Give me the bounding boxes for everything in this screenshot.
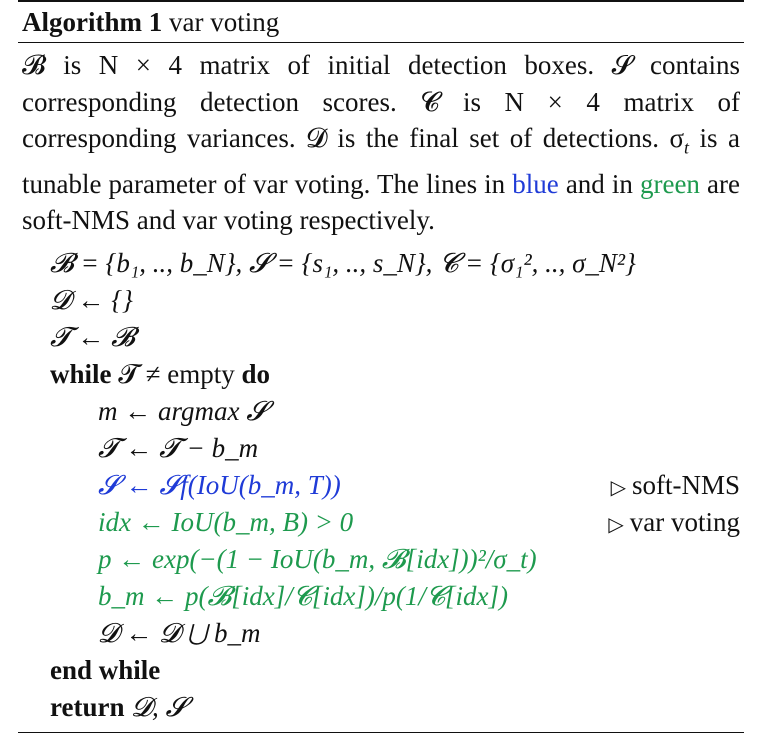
algorithm-label: Algorithm 1: [22, 7, 163, 37]
algorithm-name: var voting: [168, 7, 280, 37]
desc-part3: and in: [558, 168, 640, 199]
idx-expr: idx ← IoU(b_m, B) > 0: [98, 506, 354, 537]
code-line-softnms: [18, 467, 744, 504]
code-line-argmax: m ← argmax 𝓢: [98, 395, 268, 426]
code-line-bm: b_m ← p(𝓑[idx]/𝓒[idx])/p(1/𝓒[idx]): [98, 580, 509, 611]
comment-var-voting-text: var voting: [629, 506, 740, 537]
desc-blue-word: blue: [512, 168, 559, 199]
code-line-d-init: 𝓓 ← {}: [50, 284, 133, 315]
code-line-union: 𝓓 ← 𝓓 ⋃ b_m: [98, 617, 261, 648]
code-line-t-init: 𝓣 ← 𝓑: [50, 321, 135, 352]
code-line-init: 𝓑 = {b₁, .., b_N}, 𝓢 = {s₁, .., s_N}, 𝓒 = {σ₁², .., σ_N²}: [50, 247, 636, 278]
desc-part4: are soft-NMS and var voting respectively.: [22, 168, 740, 236]
code-line-remove: 𝓣 ← 𝓣 − b_m: [98, 432, 259, 463]
softnms-expr: 𝓢 ← 𝓢f(IoU(b_m, T)): [98, 469, 341, 500]
desc-sigma-sub: t: [684, 137, 690, 158]
desc-green-word: green: [639, 168, 700, 199]
keyword-do: do: [241, 358, 271, 389]
code-line-p: p ← exp(−(1 − IoU(b_m, 𝓑[idx]))²/σ_t): [98, 543, 537, 574]
algorithm-header: [18, 2, 744, 42]
algorithm-description: [18, 43, 744, 239]
code-line-return: [18, 689, 744, 726]
desc-part1: 𝓑 is N × 4 matrix of initial detection boxes. 𝓢 contains corresponding detection scores. 𝓒 is N × 4 matrix of corresponding variances. 𝓓 is the final set of detections. σ: [22, 50, 740, 153]
algorithm-block: [18, 0, 744, 733]
keyword-return: return: [50, 691, 125, 722]
code-line-endwhile: end while: [50, 654, 161, 685]
comment-softnms-text: soft-NMS: [631, 469, 740, 500]
code-line-idx: [18, 504, 744, 541]
while-condition: 𝓣 ≠ empty: [111, 358, 242, 389]
triangle-icon: ▷: [610, 476, 626, 499]
algorithm-code: [18, 239, 744, 732]
comment-var-voting: [608, 504, 740, 544]
keyword-while: while: [50, 358, 112, 389]
triangle-icon: ▷: [608, 513, 624, 536]
return-values: 𝓓, 𝓢: [124, 691, 187, 722]
desc-part2: is a tunable parameter of var voting. The lines in: [22, 123, 741, 199]
code-line-while: [18, 356, 744, 393]
comment-softnms: [611, 467, 740, 507]
